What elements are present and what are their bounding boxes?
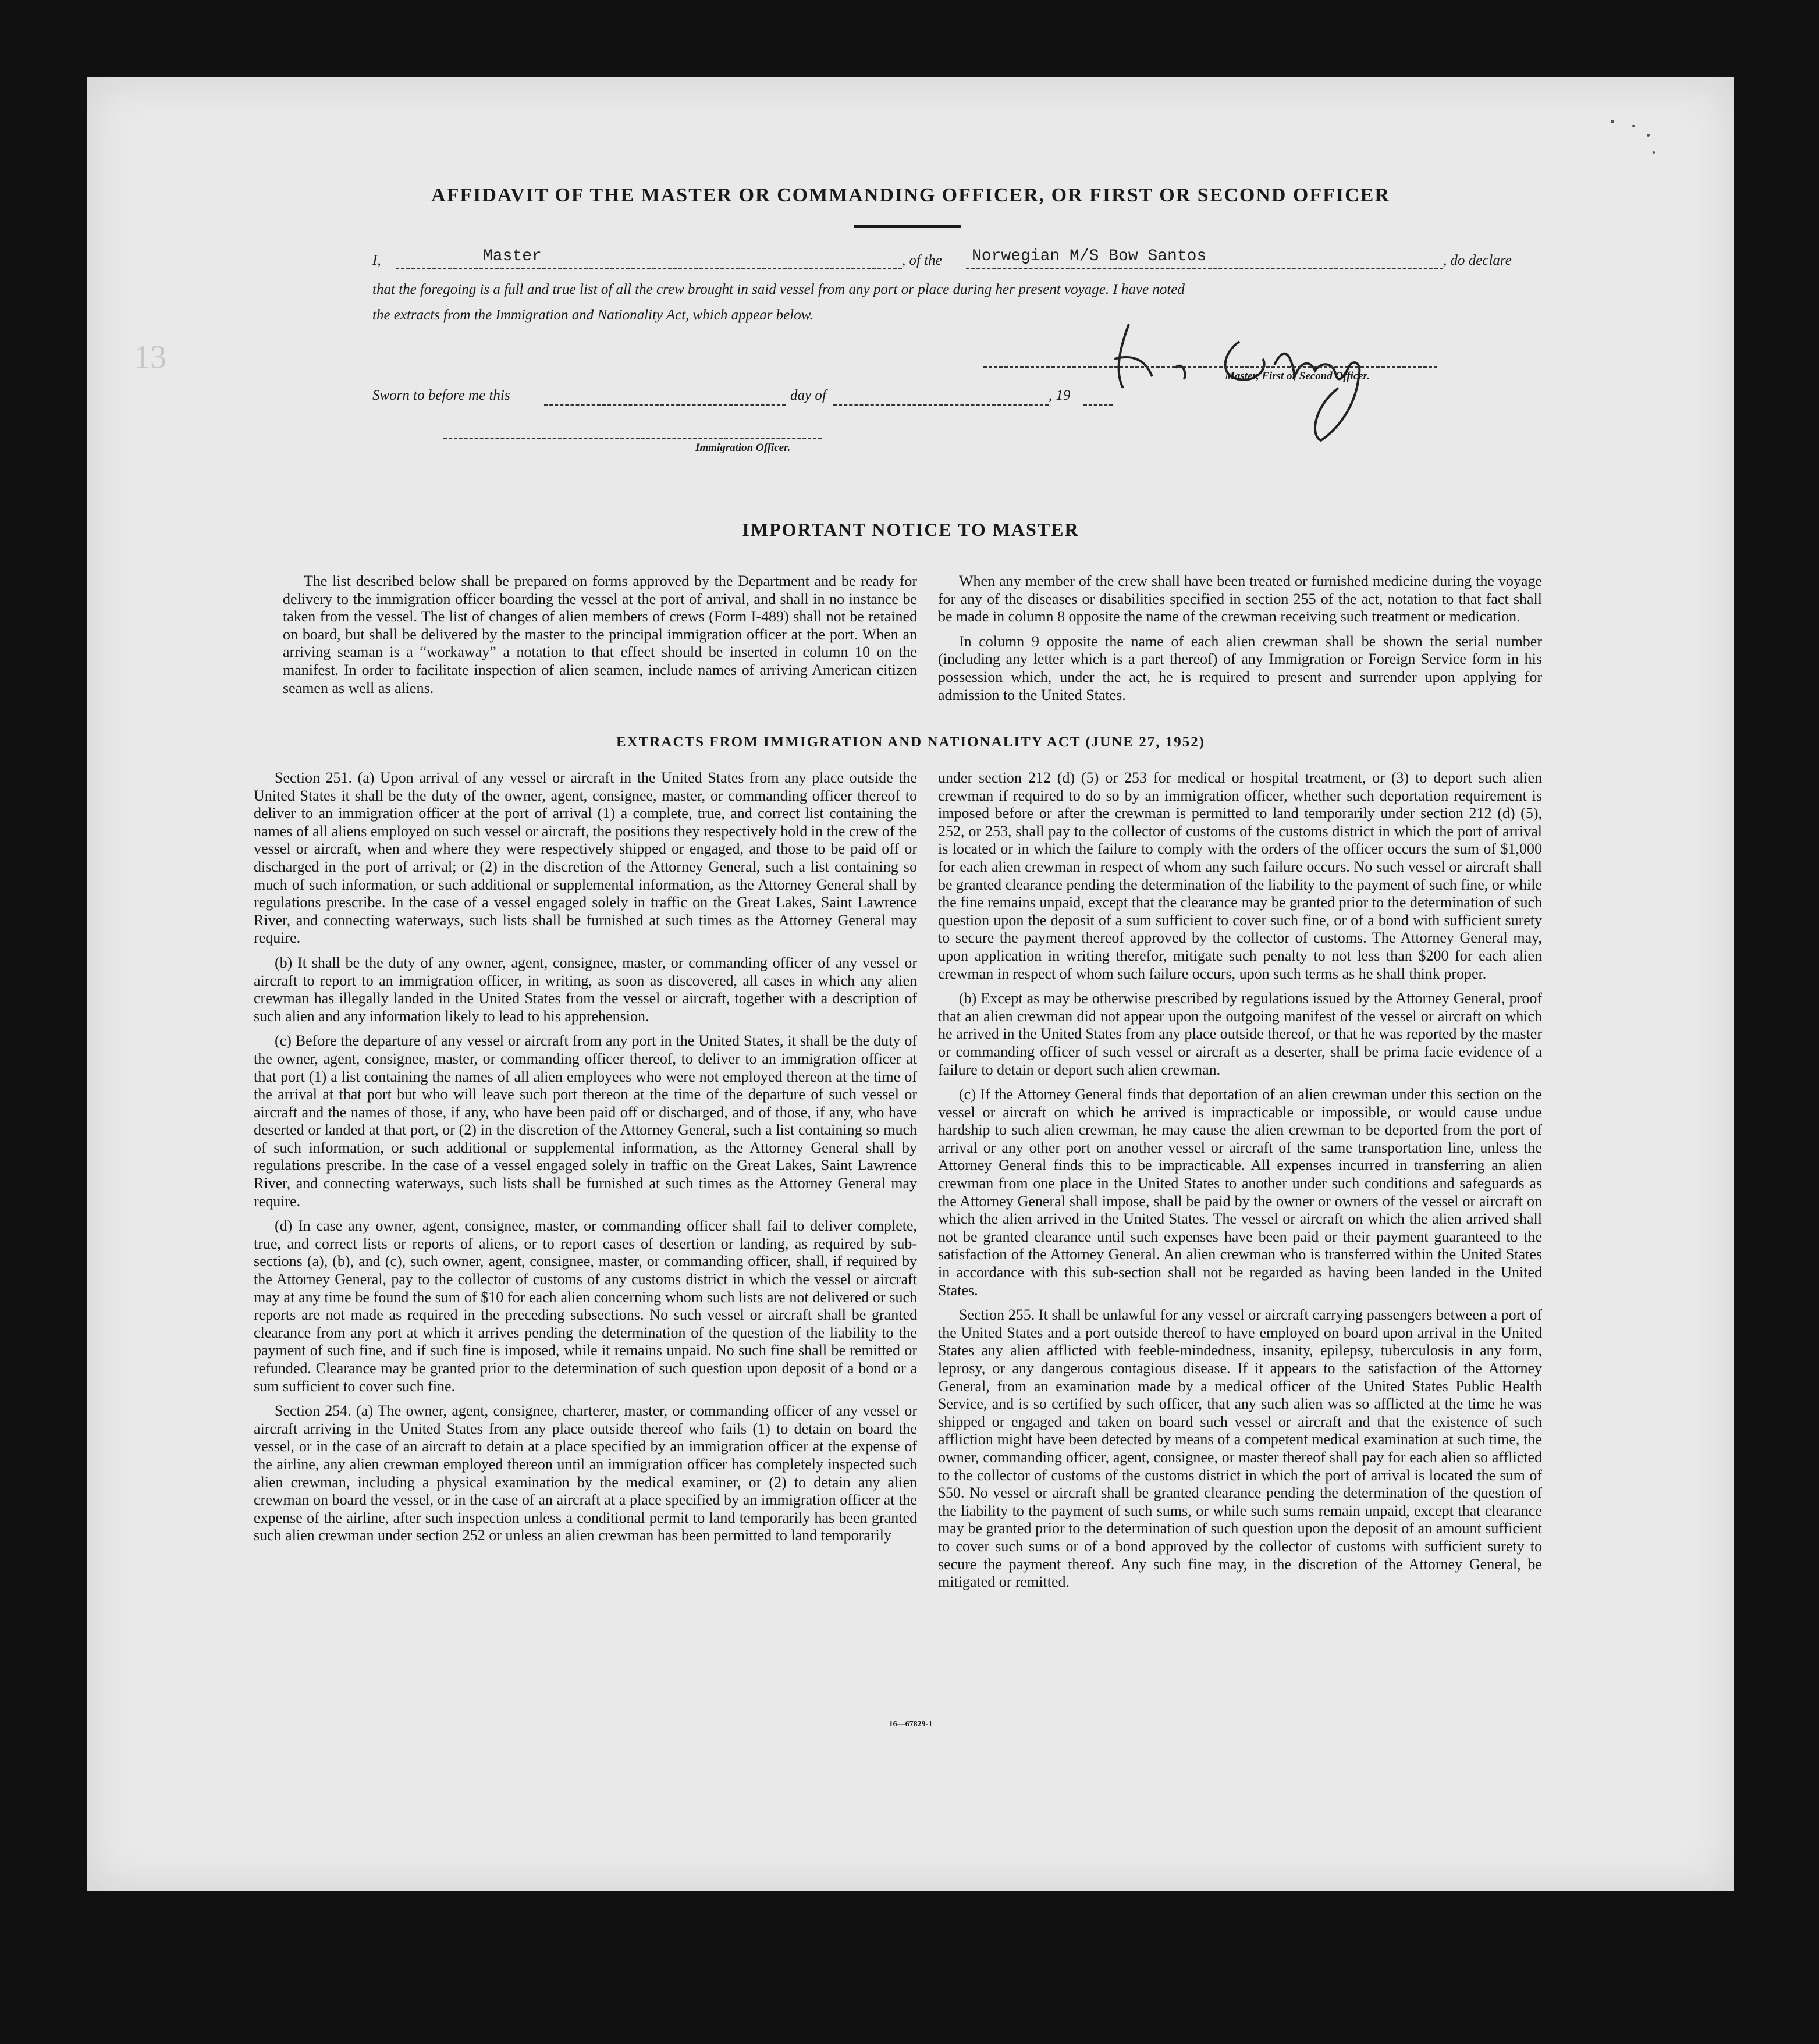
- extracts-title: EXTRACTS FROM IMMIGRATION AND NATIONALITY ACT (JUNE 27, 1952): [616, 734, 1206, 750]
- month-underline: [833, 404, 1049, 406]
- form-number: 16—67829-1: [889, 1720, 933, 1729]
- margin-number: 13: [134, 339, 166, 375]
- section-254-c: (c) If the Attorney General finds that deportation of an alien crewman under this section on the vessel or aircraft on which he arrived is impracticable or impossible, or would cause undue hardship to such alien crewman, he may cause the alien crewman to be deported from the port of arrival or any other port on another vessel or aircraft of the same transportation line, unless the Attorney General finds this to be impracticable. All expenses incurred in transferring an alien crewman from one place in the United States to another under such conditions and safeguards as the Attorney General shall impose, shall be paid by the owner or owners of the vessel or aircraft on which the alien arrived in the United States. The vessel or aircraft on which the alien arrived shall not be granted clearance until such expenses have been paid or their payment guaranteed to the satisfaction of the Attorney General. An alien crewman who is transferred within the United States in accordance with this sub-section shall not be regarded as having been landed in the United States.: [938, 1086, 1542, 1299]
- scan-speck: [1653, 151, 1655, 154]
- section-254-a: Section 254. (a) The owner, agent, consignee, charterer, master, or commanding officer of any vessel or aircraft arriving in the United States from any place outside thereof who fails (1) to detain on board the vessel, or in the case of an aircraft to detain at a place specified by an immigration officer at the expense of the airline, any alien crewman employed thereon until an immigration officer has completely inspected such alien crewman, including a physical examination by the medical examiner, or (2) to detain any alien crewman on board the vessel, or in the case of an aircraft at a place specified by an immigration officer at the expense of the airline, after such inspection unless a conditional permit to land temporarily has been granted such alien crewman under section 252 or unless an alien crewman has been permitted to land temporarily: [254, 1402, 917, 1544]
- notice-left-column: [283, 573, 917, 704]
- notice-right-paragraph-1: When any member of the crew shall have been treated or furnished medicine during the voyage for any of the diseases or disabilities specified in section 255 of the act, notation to that fact shall be made in column 8 opposite the name of the crewman receiving such treatment or medication.: [938, 573, 1542, 625]
- extracts-left-column: [254, 769, 917, 1552]
- sworn-day-underline: [544, 404, 786, 406]
- officer-caption: Immigration Officer.: [695, 442, 791, 454]
- signature-caption: Master, First or Second Officer.: [1225, 370, 1370, 382]
- scan-speck: [1632, 125, 1635, 127]
- scan-speck: [1647, 134, 1650, 137]
- affidavit-title: AFFIDAVIT OF THE MASTER OR COMMANDING OFFICER, OR FIRST OR SECOND OFFICER: [431, 184, 1390, 206]
- section-255: Section 255. It shall be unlawful for any vessel or aircraft carrying passengers between a port of the United States and a port outside thereof to have employed on board upon arrival in the United States any alien afflicted with feeble-mindedness, insanity, epilepsy, tuberculosis in any form, leprosy, or any dangerous contagious disease. If it appears to the satisfaction of the Attorney General, from an examination made by a medical officer of the United States Public Health Service, and is so certified by such officer, that any such alien was so afflicted at the time he was shipped or engaged and taken on board such vessel or aircraft and that the existence of such affliction might have been detected by means of a competent medical examination at such time, the owner, commanding officer, agent, consignee, or master thereof shall pay for each alien so afflicted to the collector of customs of the customs district in which the port of arrival is located the sum of $50. No vessel or aircraft shall be granted clearance pending the determination of the question of the liability to the payment of such sums, or while such sums remain unpaid, except that clearance may be granted prior to the determination of such question upon the deposit of an amount sufficient to cover such sums or of a bond approved by the collector of customs with sufficient surety to secure the payment thereof. Any such fine may, in the discretion of the Attorney General, be mitigated or remitted.: [938, 1306, 1542, 1591]
- notice-title: IMPORTANT NOTICE TO MASTER: [742, 519, 1079, 540]
- document-page: [87, 77, 1734, 1891]
- year-underline: [1083, 404, 1113, 406]
- day-of-label: day of: [790, 388, 826, 403]
- of-the-label: , of the: [902, 253, 942, 268]
- officer-line: [443, 438, 822, 439]
- extracts-right-column: [938, 769, 1542, 1598]
- section-254-a-continued: under section 212 (d) (5) or 253 for medical or hospital treatment, or (3) to deport such alien crewman if required to do so by an immigration officer, whether such deportation requirement is imposed before or after the crewman is permitted to land temporarily under section 212 (d) (5), 252, or 253, shall pay to the collector of customs of the customs district in which the port of arrival is located or in which the failure to comply with the orders of the officer occurs the sum of $1,000 for each alien crewman in respect of whom any such failure occurs. No such vessel or aircraft shall be granted clearance pending the determination of the liability to the payment of such fine, or while the fine remains unpaid, except that the clearance may be granted prior to the determination of such question upon the deposit of a sum sufficient to cover such fine, or of a bond with sufficient surety to secure the payment thereof approved by the collector of customs. The Attorney General may, upon application in writing therefor, mitigate such penalty to not less than $200 for each alien crewman in respect of whom such failure occurs, upon such terms as he shall think proper.: [938, 769, 1542, 982]
- vessel-name-field: Norwegian M/S Bow Santos: [972, 247, 1207, 265]
- sworn-label: Sworn to before me this: [372, 388, 510, 403]
- i-label: I,: [372, 253, 381, 268]
- title-rule: [854, 225, 961, 228]
- statement-line-2: the extracts from the Immigration and Nationality Act, which appear below.: [372, 307, 813, 323]
- scan-speck: [1611, 120, 1614, 123]
- notice-left-paragraph: The list described below shall be prepared on forms approved by the Department and be ready for delivery to the immigration officer boarding the vessel at the port of arrival, and shall in no instance be taken from the vessel. The list of changes of alien members of crews (Form I-489) shall not be retained on board, but shall be delivered by the master to the principal immigration officer at the port. When an arriving seaman is a “workaway” a notation to that effect should be inserted in column 10 on the manifest. In order to facilitate inspection of alien seamen, include names of arriving American citizen seamen as well as aliens.: [283, 573, 917, 696]
- statement-line-1: that the foregoing is a full and true list of all the crew brought in said vessel from any port or place during her present voyage. I have noted: [372, 282, 1185, 297]
- notice-right-column: [938, 573, 1542, 711]
- notice-right-paragraph-2: In column 9 opposite the name of each alien crewman shall be shown the serial number (including any letter which is a part thereof) of any Immigration or Foreign Service form in his possession which, under the act, he is required to present and surrender upon applying for admission to the United States.: [938, 632, 1542, 703]
- section-251-c: (c) Before the departure of any vessel or aircraft from any port in the United States, it shall be the duty of the owner, agent, consignee, master, or commanding officer thereof, to deliver to an immigration officer at that port (1) a list containing the names of all alien employees who were not employed thereon at the time of the arrival at that port but who will leave such port thereon at the time of the departure of such vessel or aircraft and the names of those, if any, who have been paid off or discharged, and of those, if any, who have deserted or landed at that port, or (2) in the discretion of the Attorney General, such a list containing so much of such information, or such additional or supplemental information, as the Attorney General shall by regulations prescribe. In the case of a vessel engaged solely in traffic on the Great Lakes, Saint Lawrence River, and connecting waterways, such lists shall be furnished at such times as the Attorney General may require.: [254, 1032, 917, 1210]
- officer-rank-field: Master: [483, 247, 542, 265]
- section-251-a: Section 251. (a) Upon arrival of any vessel or aircraft in the United States from any place outside the United States it shall be the duty of the owner, agent, consignee, master, or commanding officer thereof to deliver to an immigration officer at the port of arrival (1) a complete, true, and correct list containing the names of all aliens employed on such vessel or aircraft, the positions they respectively hold in the crew of the vessel or aircraft, when and where they were respectively shipped or engaged, and those to be paid off or discharged in the port of arrival; or (2) in the discretion of the Attorney General, such a list containing so much of such information, or such additional or supplemental information, as the Attorney General shall by regulations prescribe. In the case of a vessel engaged solely in traffic on the Great Lakes, Saint Lawrence River, and connecting waterways, such lists shall be furnished at such times as the Attorney General may require.: [254, 769, 917, 947]
- section-251-b: (b) It shall be the duty of any owner, agent, consignee, master, or commanding officer of any vessel or aircraft to report to an immigration officer, in writing, as soon as discovered, all cases in which any alien crewman has illegally landed in the United States from the vessel or aircraft, together with a description of such alien and any information likely to lead to his apprehension.: [254, 954, 917, 1025]
- declare-label: , do declare: [1443, 253, 1512, 268]
- vessel-underline: [966, 268, 1443, 269]
- signature-line: [983, 366, 1437, 368]
- section-254-b: (b) Except as may be otherwise prescribed by regulations issued by the Attorney General, proof that an alien crewman did not appear upon the outgoing manifest of the vessel or aircraft on which he arrived in the United States from any place outside thereof, or that he was reported by the master or commanding officer of such vessel or aircraft as a deserter, shall be prima facie evidence of a failure to detain or deport such alien crewman.: [938, 990, 1542, 1078]
- section-251-d: (d) In case any owner, agent, consignee, master, or commanding officer shall fail to deliver complete, true, and correct lists or reports of aliens, or to report cases of desertion or landing, as required by sub-sections (a), (b), and (c), such owner, agent, consignee, master, or commanding officer, shall, if required by the Attorney General, pay to the collector of customs of any customs district in which the vessel or aircraft may at any time be found the sum of $10 for each alien concerning whom such lists are not delivered or such reports are not made as required in the preceding subsections. No such vessel or aircraft shall be granted clearance from any port at which it arrives pending the determination of the question of the liability to the payment of such fine, and if such fine is imposed, while it remains unpaid. No such fine shall be remitted or refunded. Clearance may be granted prior to the determination of such question upon deposit of a bond or a sum sufficient to cover such fine.: [254, 1217, 917, 1395]
- year-label: , 19: [1049, 388, 1071, 403]
- rank-underline: [396, 268, 902, 269]
